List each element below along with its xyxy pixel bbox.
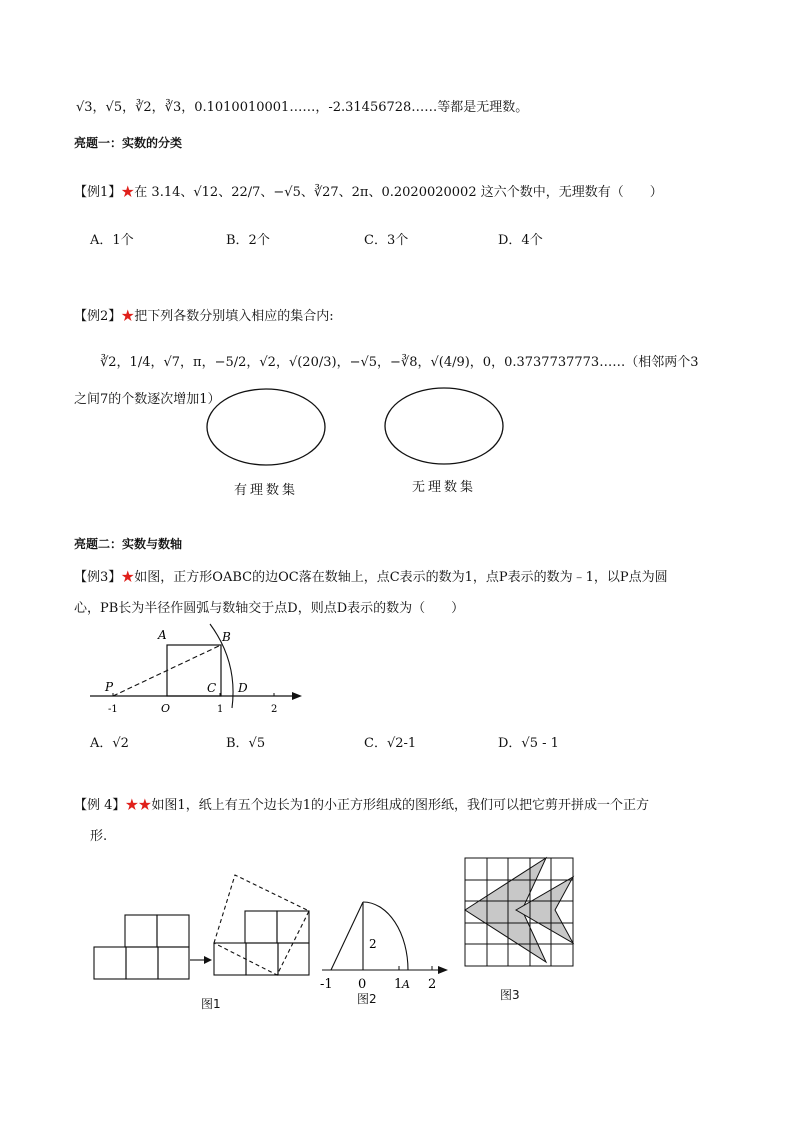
- topic2-heading: 亮题二：实数与数轴: [74, 537, 183, 551]
- label-o: O: [161, 702, 171, 715]
- star-icon: ★: [121, 570, 135, 585]
- arrow-right-icon: [204, 956, 212, 964]
- tick-1: 1: [394, 977, 403, 992]
- label-a: A: [158, 628, 167, 642]
- ex1-option-c: C．3个: [364, 233, 409, 248]
- ex2-text: 把下列各数分别填入相应的集合内:: [134, 309, 334, 324]
- axis-arrow-icon: [292, 692, 302, 700]
- ex3-line1: [74, 566, 668, 585]
- label-p: P: [105, 680, 114, 694]
- ex3-text1: 如图，正方形OABC的边OC落在数轴上，点C表示的数为1，点P表示的数为﹣1，以P点为圆: [134, 570, 668, 585]
- ex4-line1: [74, 794, 649, 813]
- ex4-line2: 形.: [90, 829, 108, 844]
- ex4-text1: 如图1，纸上有五个边长为1的小正方形组成的图形纸，我们可以把它剪开拼成一个正方: [151, 798, 649, 813]
- ex3-option-b: B．√5: [226, 736, 266, 751]
- ex1-text: 在 3.14、√12、22/7、−√5、∛27、2π、0.2020020002 这六个数中，无理数有（ ）: [134, 185, 663, 200]
- axis-arrow-icon: [438, 966, 448, 974]
- ex4-figure2: [318, 890, 448, 1000]
- fig2-caption: 图2: [357, 992, 377, 1006]
- tick-0: 0: [358, 977, 367, 992]
- ex4-figure3: [462, 855, 578, 971]
- label-a: A: [402, 978, 410, 991]
- tick-neg1: -1: [320, 977, 333, 992]
- star-icon: ★: [121, 309, 135, 324]
- ex3-option-d: D．√5 - 1: [498, 736, 559, 751]
- intro-line: √3，√5，∛2，∛3，0.1010010001……，-2.31456728……等都是无理数。: [76, 100, 529, 115]
- ex4-tag: 【例 4】: [74, 798, 126, 813]
- ex1-tag: 【例1】: [74, 185, 122, 200]
- ex4-figure1: [90, 868, 330, 988]
- fig3-caption: 图3: [500, 988, 520, 1002]
- arc-a: [363, 902, 408, 970]
- star-icon: ★: [121, 185, 135, 200]
- ex1-option-d: D．4个: [498, 233, 543, 248]
- tick-2: 2: [271, 704, 278, 715]
- irrational-set-label: 无理数集: [412, 480, 477, 495]
- star-icon: ★★: [125, 798, 152, 813]
- ex1-option-a: A．1个: [90, 233, 134, 248]
- ex2-tag: 【例2】: [74, 309, 122, 324]
- ex3-option-c: C．√2-1: [364, 736, 417, 751]
- ex3-line2: 心，PB长为半径作圆弧与数轴交于点D，则点D表示的数为（ ）: [74, 601, 465, 616]
- ex3-tag: 【例3】: [74, 570, 122, 585]
- ex1-option-b: B．2个: [226, 233, 270, 248]
- irrational-set-ellipse: [385, 388, 503, 464]
- tick-2: 2: [428, 977, 437, 992]
- ex2-numbers: ∛2，1/4，√7，π，−5/2，√2，√(20/3)，−√5，−∛8，√(4/9)，0，0.3737737773……（相邻两个3: [100, 355, 699, 370]
- height-label: 2: [369, 937, 377, 951]
- ex3-option-a: A．√2: [90, 736, 129, 751]
- label-d: D: [238, 681, 248, 695]
- ex3-figure: [86, 620, 316, 720]
- tick-1: 1: [217, 704, 224, 715]
- tick-neg1: -1: [108, 704, 118, 715]
- label-b: B: [222, 630, 231, 644]
- fig1-caption: 图1: [201, 997, 221, 1011]
- set-ellipses: [200, 385, 540, 525]
- rational-set-ellipse: [207, 389, 325, 465]
- topic1-heading: 亮题一：实数的分类: [74, 136, 183, 150]
- ex1-question: [74, 181, 663, 200]
- ex2-numbers-cont: 之间7的个数逐次增加1）: [74, 392, 221, 407]
- ex2-question: [74, 305, 334, 324]
- label-c: C: [207, 681, 217, 695]
- rational-set-label: 有理数集: [234, 483, 299, 498]
